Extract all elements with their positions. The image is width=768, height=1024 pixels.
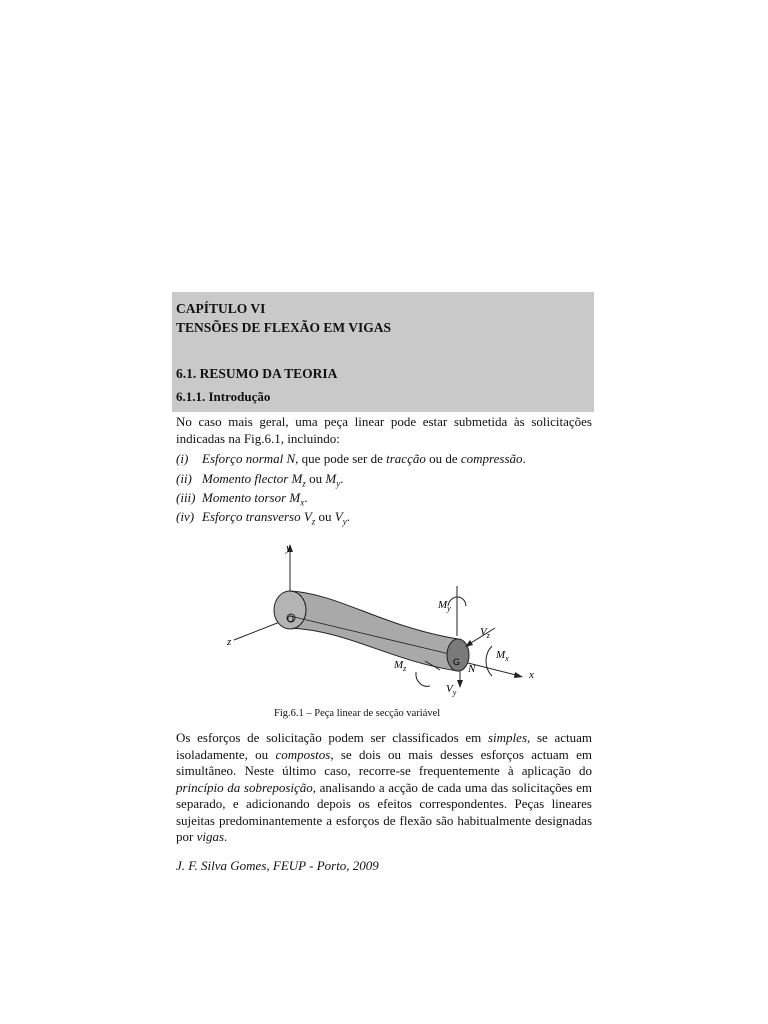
g-label: G (453, 657, 461, 667)
list-item: (iv) Esforço transverso $V_z$ ou $V_y$. (176, 509, 350, 527)
mz-label: $M_z$ (394, 659, 407, 673)
n-label: N (468, 663, 476, 675)
my-label: $M_y$ (438, 599, 451, 613)
o-label: O (287, 614, 295, 624)
section-title: 6.1. RESUMO DA TEORIA (176, 366, 338, 381)
moment-mx-arrow (486, 646, 492, 676)
page-footer: J. F. Silva Gomes, FEUP - Porto, 2009 (176, 858, 379, 873)
y-label: y (286, 542, 291, 554)
intro-paragraph: No caso mais geral, uma peça linear pode estar submetida às solicitações indicadas na Fig.6.1, incluindo: (176, 414, 592, 446)
vy-label: $V_y$ (446, 683, 457, 697)
figure-caption: Fig.6.1 – Peça linear de secção variável (274, 708, 441, 719)
vz-label: $V_z$ (480, 626, 490, 640)
subsection-title: 6.1.1. Introdução (176, 389, 271, 404)
beam-body (290, 591, 461, 671)
beam-figure (220, 536, 550, 706)
list-item: (iii) Momento torsor $M_x$. (176, 490, 308, 508)
z-label: z (227, 636, 232, 648)
body-paragraph: Os esforços de solicitação podem ser classificados em simples, se actuam isoladamente, ou compostos, se dois ou mais desses esforços actuam em simultâneo. Neste último caso, recorre-se frequentemente à aplicação do princípio da sobreposição, analisando a acção de cada uma das solicitações em separado, e adicionando depois os efeitos correspondentes. Peças lineares sujeitas predominantemente a esforços de flexão são habitualmente designadas por vigas. (176, 730, 592, 844)
list-item: (ii) Momento flector $M_z$ ou $M_y$. (176, 471, 344, 489)
moment-mz-arrow (416, 672, 430, 686)
chapter-title: TENSÕES DE FLEXÃO EM VIGAS (176, 320, 392, 335)
chapter-label: CAPÍTULO VI (176, 301, 266, 316)
x-label: x (529, 669, 534, 681)
list-item: (i) Esforço normal N, que pode ser de tracção ou de compressão. (176, 451, 526, 466)
mx-label: $M_x$ (496, 649, 509, 663)
